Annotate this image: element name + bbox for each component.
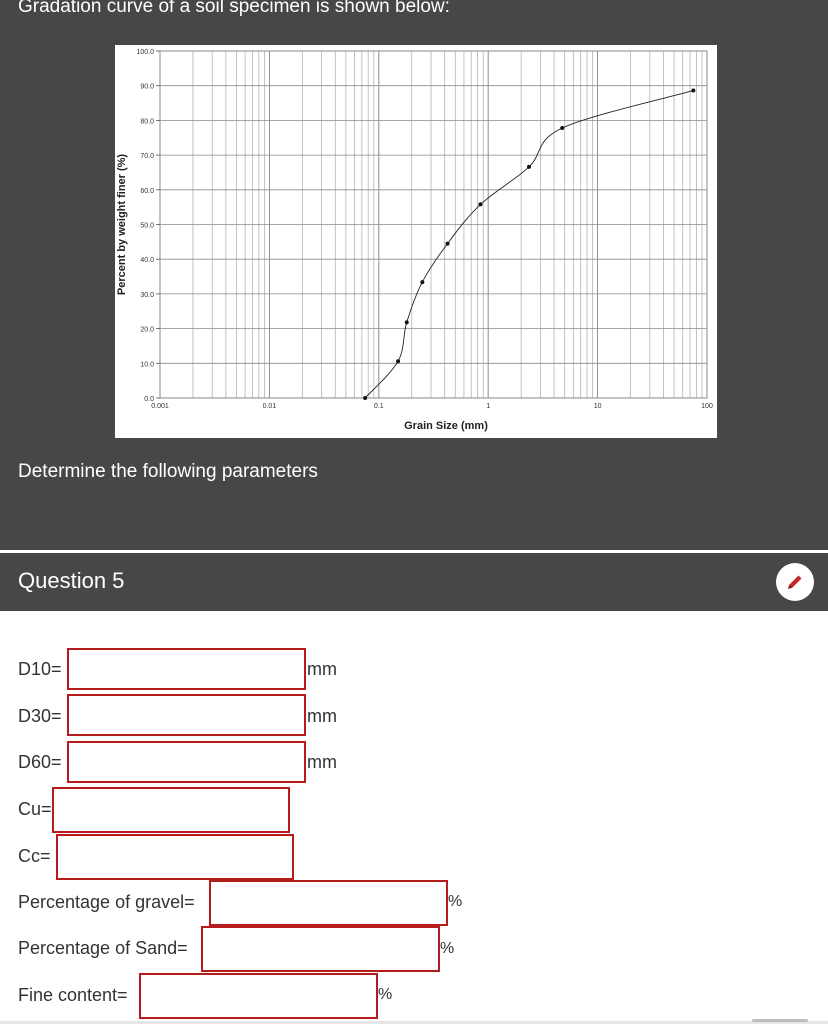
x-tick-label: 0.1	[373, 403, 384, 410]
y-axis-label: Percent by weight finer (%)	[116, 153, 128, 296]
d10-label: D10=	[18, 659, 62, 679]
fines-label: Fine content=	[18, 985, 128, 1005]
gravel-unit: %	[448, 893, 463, 910]
y-tick-label: 60.0	[140, 187, 154, 195]
y-tick-label: 10.0	[140, 361, 154, 369]
x-tick-label: 10	[593, 403, 602, 410]
gradation-chart-svg	[115, 45, 717, 438]
x-tick-label: 1	[486, 403, 491, 410]
x-tick-label: 0.01	[262, 403, 277, 410]
intro-text: Gradation curve of a soil specimen is shown below:	[18, 0, 450, 17]
data-point	[420, 280, 424, 284]
gradation-chart	[115, 45, 717, 438]
d30-input[interactable]	[67, 694, 306, 736]
cu-input[interactable]	[52, 787, 290, 833]
y-tick-label: 90.0	[140, 83, 154, 91]
gradation-curve	[365, 91, 693, 398]
gravel-input[interactable]	[209, 880, 448, 926]
cu-label: Cu=	[18, 799, 52, 819]
sand-unit: %	[440, 940, 455, 957]
pencil-icon	[785, 572, 805, 592]
y-tick-label: 40.0	[140, 257, 154, 265]
data-point	[691, 89, 695, 93]
d60-unit: mm	[307, 752, 337, 772]
sand-label: Percentage of Sand=	[18, 938, 188, 958]
d60-input[interactable]	[67, 741, 306, 783]
y-tick-label: 70.0	[140, 153, 154, 161]
cc-label: Cc=	[18, 846, 51, 866]
instruction-text: Determine the following parameters	[18, 461, 318, 482]
cc-input[interactable]	[56, 834, 294, 880]
y-tick-label: 0.0	[144, 396, 154, 403]
x-tick-label: 0.001	[151, 403, 169, 410]
data-point	[405, 320, 409, 324]
fines-input[interactable]	[139, 973, 378, 1019]
d60-label: D60=	[18, 752, 62, 772]
d30-unit: mm	[307, 706, 337, 726]
fines-unit: %	[378, 986, 393, 1003]
y-tick-label: 30.0	[140, 291, 154, 299]
y-tick-label: 80.0	[140, 118, 154, 126]
data-point	[446, 242, 450, 246]
home-indicator	[752, 1019, 808, 1022]
d30-label: D30=	[18, 706, 62, 726]
d10-unit: mm	[307, 659, 337, 679]
edit-button[interactable]	[776, 563, 814, 601]
x-tick-label: 100	[701, 403, 713, 410]
sand-input[interactable]	[201, 926, 440, 972]
gravel-label: Percentage of gravel=	[18, 892, 195, 912]
x-axis-label: Grain Size (mm)	[404, 420, 488, 432]
y-tick-label: 100.0	[136, 49, 154, 56]
question-title: Question 5	[18, 568, 125, 593]
data-point	[560, 126, 564, 130]
data-point	[478, 202, 482, 206]
d10-input[interactable]	[67, 648, 306, 690]
y-tick-label: 20.0	[140, 326, 154, 334]
data-point	[396, 359, 400, 363]
data-point	[527, 165, 531, 169]
y-tick-label: 50.0	[140, 222, 154, 230]
data-point	[363, 396, 367, 400]
